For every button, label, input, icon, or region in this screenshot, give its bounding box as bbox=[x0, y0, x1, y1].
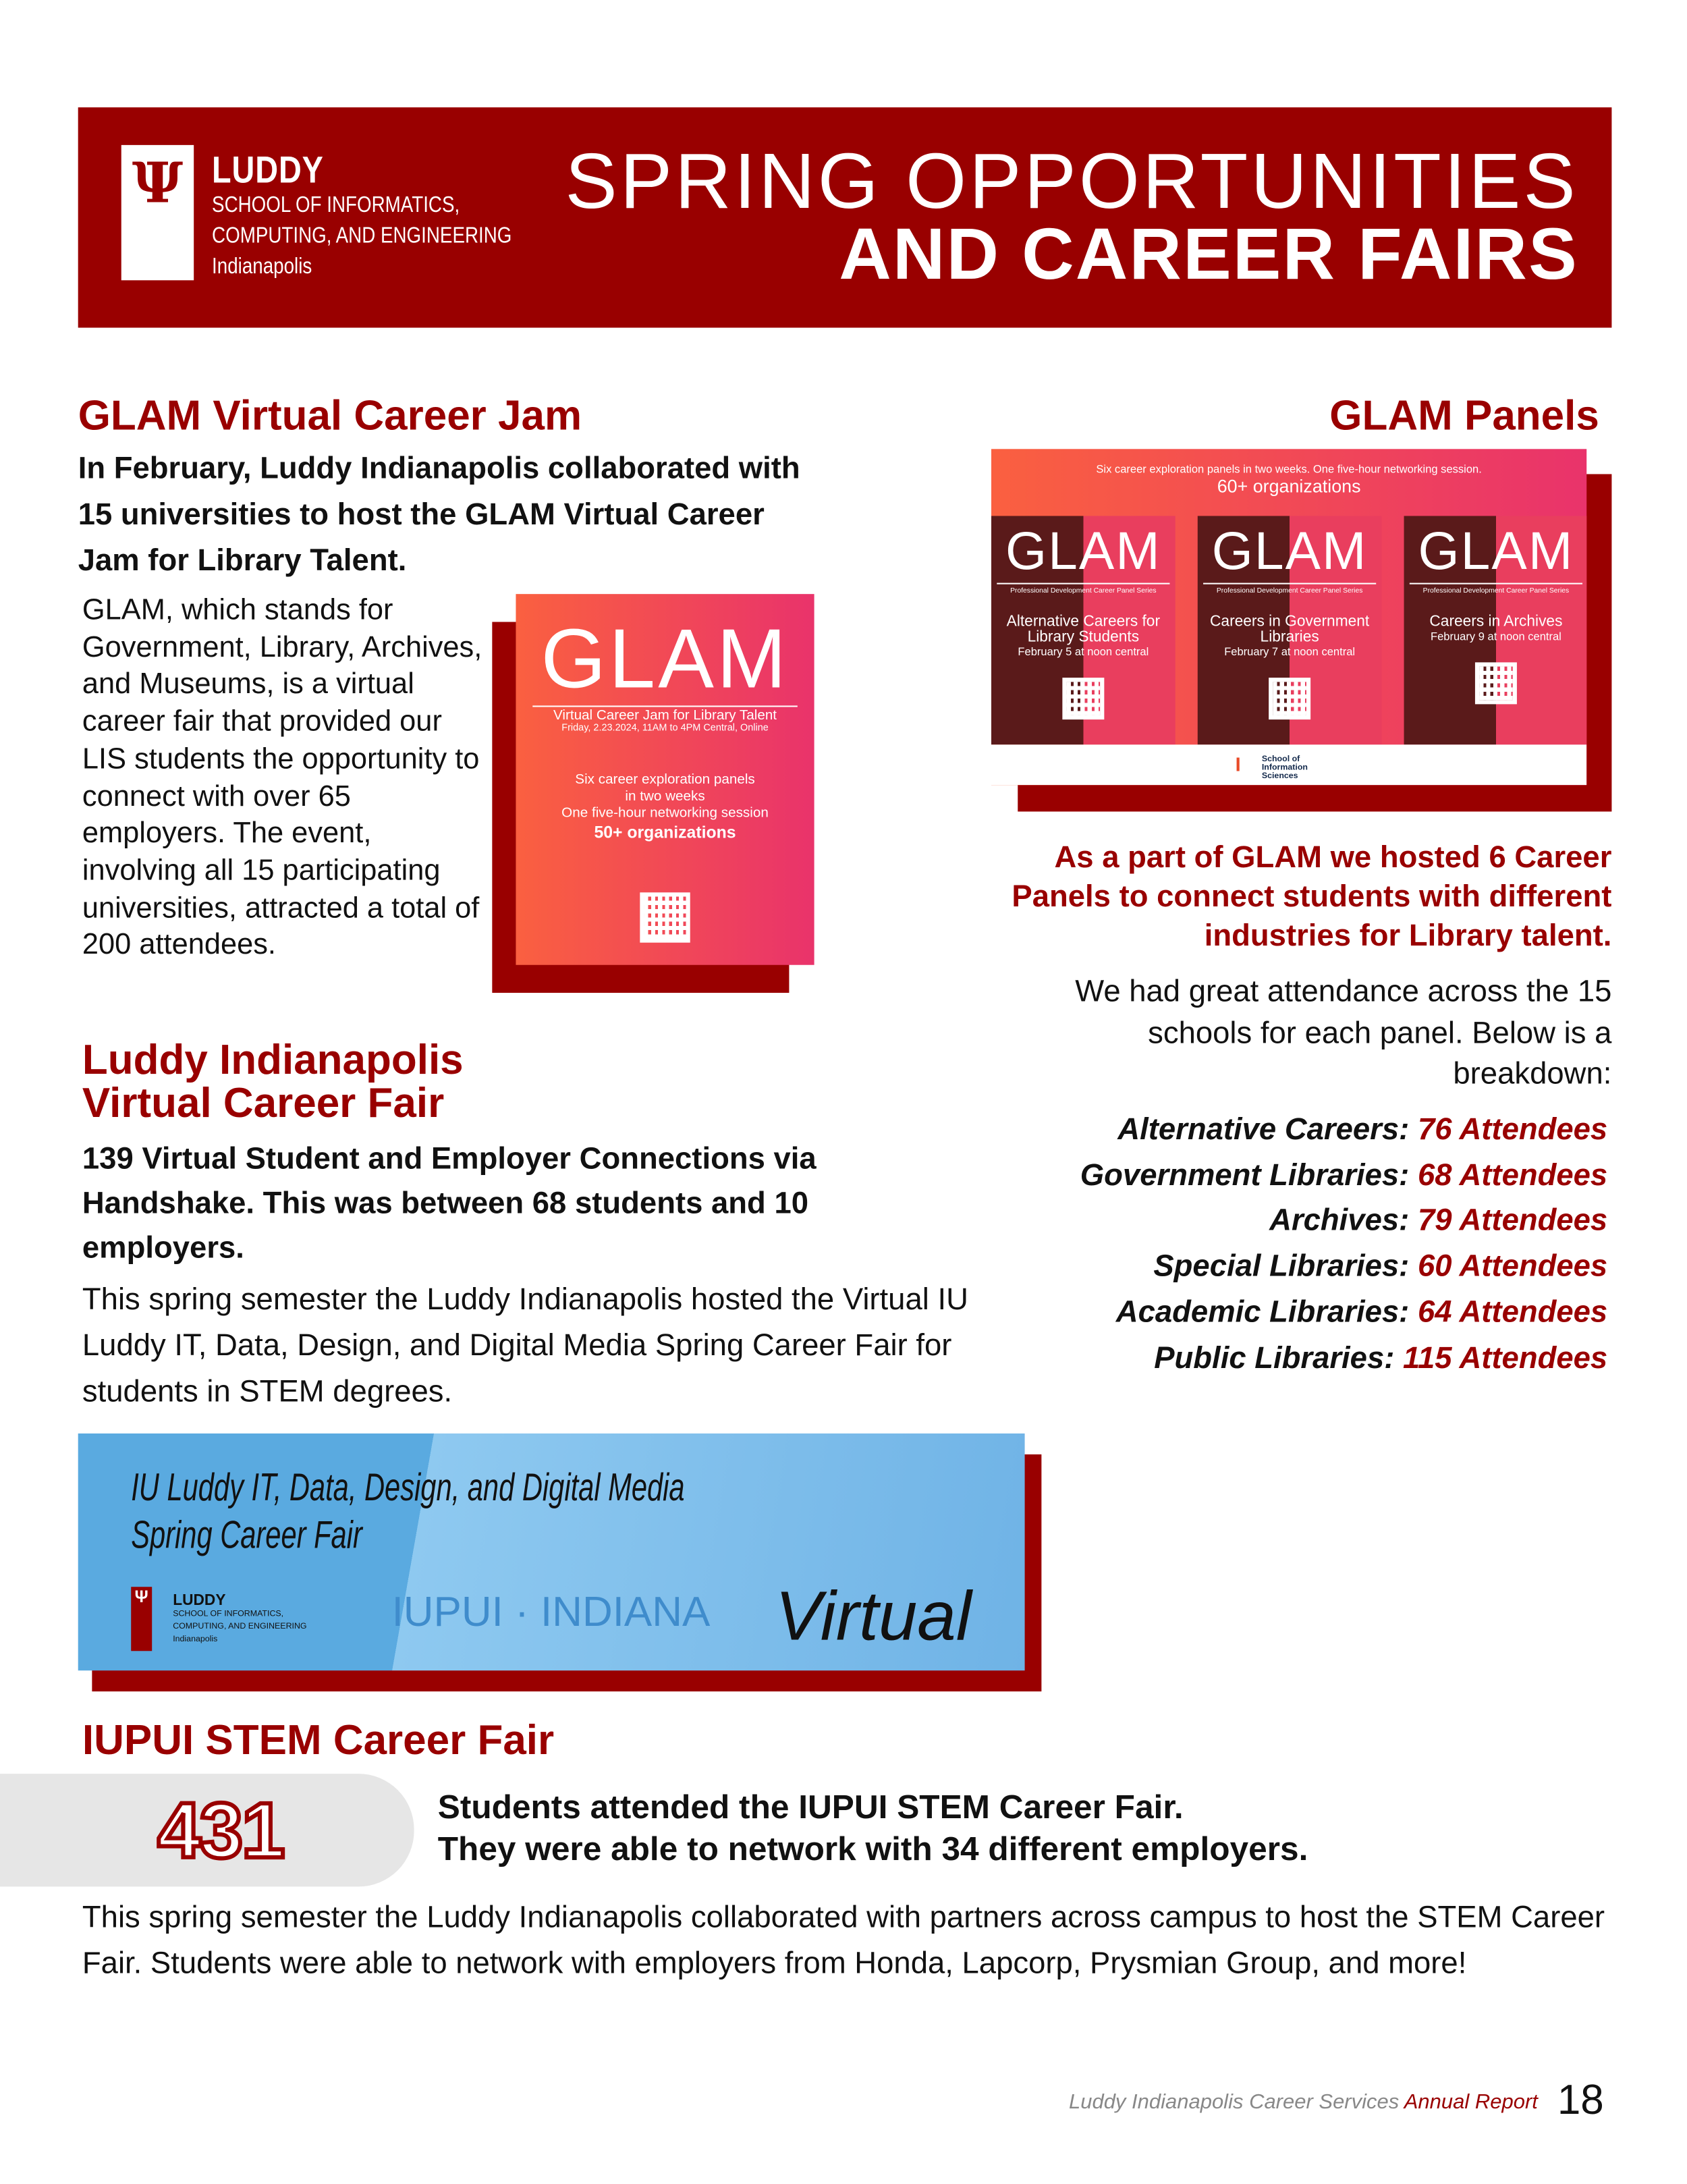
header-banner bbox=[78, 107, 1612, 327]
panel-title: Careers in Government Libraries bbox=[1210, 613, 1370, 646]
panel-series: Professional Development Career Panel Series bbox=[1203, 583, 1376, 596]
footer-accent: Annual Report bbox=[1404, 2090, 1538, 2114]
stat-line: Students attended the IUPUI STEM Career Fair. bbox=[437, 1789, 1184, 1827]
footer-text bbox=[1069, 2090, 1538, 2114]
page-title-line2: AND CAREER FAIRS bbox=[839, 215, 1578, 296]
breakdown-value: 60 Attendees bbox=[1417, 1248, 1608, 1284]
iu-trident-logo-icon: Ψ bbox=[121, 145, 194, 280]
breakdown-label: Special Libraries: bbox=[1153, 1248, 1410, 1284]
panel-glam-logo: GLAM bbox=[1211, 522, 1368, 582]
glam-jam-body: GLAM, which stands for Government, Library, Archives, and Museums, is a virtual career fair that provided our LIS students the opportunity to connect with over 65 employers. The event, involving all 15 participating universities, attracted a total of 200 attendees. bbox=[82, 594, 482, 962]
glam-jam-heading: GLAM Virtual Career Jam bbox=[78, 393, 582, 439]
panel-card bbox=[1198, 516, 1382, 744]
virtual-fair-lead: 139 Virtual Student and Employer Connections via Handshake. This was between 68 students and 10 employers. bbox=[82, 1141, 817, 1265]
poster-subtitle: Virtual Career Jam for Library Talent bbox=[532, 705, 798, 724]
panel-title: Alternative Careers for Library Students bbox=[1006, 613, 1161, 646]
breakdown-item bbox=[1080, 1107, 1607, 1153]
qr-code-icon bbox=[1062, 678, 1104, 719]
logo-name: LUDDY bbox=[173, 1592, 226, 1610]
panel-date: February 7 at noon central bbox=[1224, 645, 1356, 659]
logo-line: COMPUTING, AND ENGINEERING bbox=[173, 1622, 307, 1632]
panel-date: February 5 at noon central bbox=[1018, 645, 1149, 659]
heading-line: Virtual Career Fair bbox=[82, 1081, 445, 1127]
breakdown-value: 76 Attendees bbox=[1417, 1111, 1608, 1147]
banner-iu-logo-icon: Ψ bbox=[131, 1587, 152, 1651]
breakdown-item bbox=[1080, 1290, 1607, 1336]
glam-panels-image bbox=[991, 449, 1586, 785]
page-number: 18 bbox=[1557, 2077, 1604, 2124]
banner-virtual-tag: Virtual bbox=[775, 1577, 972, 1656]
stat-number: 431 bbox=[157, 1786, 284, 1874]
stat-pill bbox=[0, 1774, 414, 1886]
stem-fair-heading: IUPUI STEM Career Fair bbox=[82, 1718, 555, 1764]
logo-name: LUDDY bbox=[212, 149, 324, 192]
panel-series: Professional Development Career Panel Series bbox=[997, 583, 1169, 596]
footer-logo-text: School of Information Sciences bbox=[1261, 755, 1308, 782]
poster-glam-logo: GLAM bbox=[541, 612, 790, 706]
breakdown-value: 64 Attendees bbox=[1417, 1293, 1608, 1329]
breakdown-item bbox=[1080, 1153, 1607, 1199]
glam-jam-lead: In February, Luddy Indianapolis collaborated with 15 universities to host the GLAM Virtual Career Jam for Library Talent. bbox=[78, 450, 800, 578]
glam-panels-heading: GLAM Panels bbox=[1329, 393, 1599, 439]
panels-orgs: 60+ organizations bbox=[1217, 475, 1361, 497]
breakdown-value: 68 Attendees bbox=[1417, 1157, 1608, 1192]
glam-jam-poster bbox=[516, 594, 814, 965]
banner-logo-text bbox=[173, 1592, 306, 1647]
breakdown-value: 115 Attendees bbox=[1403, 1339, 1608, 1375]
breakdown-item bbox=[1080, 1335, 1607, 1381]
panels-top-line: Six career exploration panels in two weeks. One five-hour networking session. bbox=[1096, 462, 1482, 476]
breakdown-label: Public Libraries: bbox=[1154, 1339, 1395, 1375]
breakdown-label: Government Libraries: bbox=[1080, 1157, 1410, 1192]
breakdown-label: Academic Libraries: bbox=[1115, 1293, 1410, 1329]
virtual-fair-heading bbox=[82, 1039, 464, 1125]
breakdown-item bbox=[1080, 1244, 1607, 1290]
banner-title-line: Spring Career Fair bbox=[131, 1512, 362, 1556]
logo-line: SCHOOL OF INFORMATICS, bbox=[173, 1610, 284, 1619]
illinois-logo-icon: I bbox=[1235, 753, 1241, 775]
glam-panels-lead: As a part of GLAM we hosted 6 Career Panels to connect students with different industries for Library talent. bbox=[1012, 839, 1612, 953]
virtual-fair-banner bbox=[78, 1434, 1025, 1670]
footer-label: Luddy Indianapolis Career Services bbox=[1068, 2090, 1400, 2114]
panel-series: Professional Development Career Panel Series bbox=[1410, 583, 1582, 596]
qr-code-icon bbox=[1475, 662, 1517, 704]
breakdown-label: Archives: bbox=[1269, 1202, 1410, 1238]
stem-stat-text bbox=[438, 1788, 1308, 1872]
breakdown-item bbox=[1080, 1199, 1607, 1245]
logo-line: Indianapolis bbox=[212, 255, 312, 279]
banner-title bbox=[131, 1464, 684, 1558]
panel-card bbox=[991, 516, 1176, 744]
poster-line: Six career exploration panels bbox=[575, 772, 755, 788]
qr-code-icon bbox=[640, 892, 690, 942]
luddy-logo-text bbox=[212, 149, 511, 283]
heading-line: Luddy Indianapolis bbox=[82, 1037, 464, 1084]
page-title-line1: SPRING OPPORTUNITIES bbox=[565, 136, 1578, 225]
panel-date: February 9 at noon central bbox=[1430, 630, 1561, 643]
panel-glam-logo: GLAM bbox=[1005, 522, 1161, 582]
poster-line: One five-hour networking session bbox=[561, 806, 769, 821]
logo-line: Indianapolis bbox=[173, 1635, 218, 1644]
banner-bg-text: IUPUI · INDIANA bbox=[391, 1589, 711, 1636]
logo-line: COMPUTING, AND ENGINEERING bbox=[212, 224, 512, 248]
stem-fair-body: This spring semester the Luddy Indianapolis collaborated with partners across campus to host the STEM Career Fair. Students were able to network with employers from Honda, Lapcorp, Prysmian Group, and more! bbox=[82, 1899, 1605, 1980]
glam-panels-body: We had great attendance across the 15 schools for each panel. Below is a breakdown: bbox=[1075, 973, 1612, 1091]
attendance-breakdown bbox=[1080, 1107, 1607, 1380]
breakdown-label: Alternative Careers: bbox=[1117, 1111, 1410, 1147]
breakdown-value: 79 Attendees bbox=[1417, 1202, 1608, 1238]
panel-card bbox=[1404, 516, 1587, 744]
panels-footer-logo bbox=[991, 744, 1586, 785]
poster-date: Friday, 2.23.2024, 11AM to 4PM Central, Online bbox=[561, 724, 769, 734]
stat-line: They were able to network with 34 different employers. bbox=[437, 1830, 1308, 1869]
poster-line: in two weeks bbox=[625, 789, 705, 805]
virtual-fair-body: This spring semester the Luddy Indianapolis hosted the Virtual IU Luddy IT, Data, Design, and Digital Media Spring Career Fair for students in STEM degrees. bbox=[82, 1281, 968, 1409]
logo-line: SCHOOL OF INFORMATICS, bbox=[212, 194, 460, 218]
banner-title-line: IU Luddy IT, Data, Design, and Digital Media bbox=[131, 1465, 685, 1509]
poster-line: 50+ organizations bbox=[594, 822, 736, 842]
qr-code-icon bbox=[1269, 678, 1310, 719]
panel-title: Careers in Archives bbox=[1429, 613, 1563, 630]
panel-glam-logo: GLAM bbox=[1418, 522, 1574, 582]
